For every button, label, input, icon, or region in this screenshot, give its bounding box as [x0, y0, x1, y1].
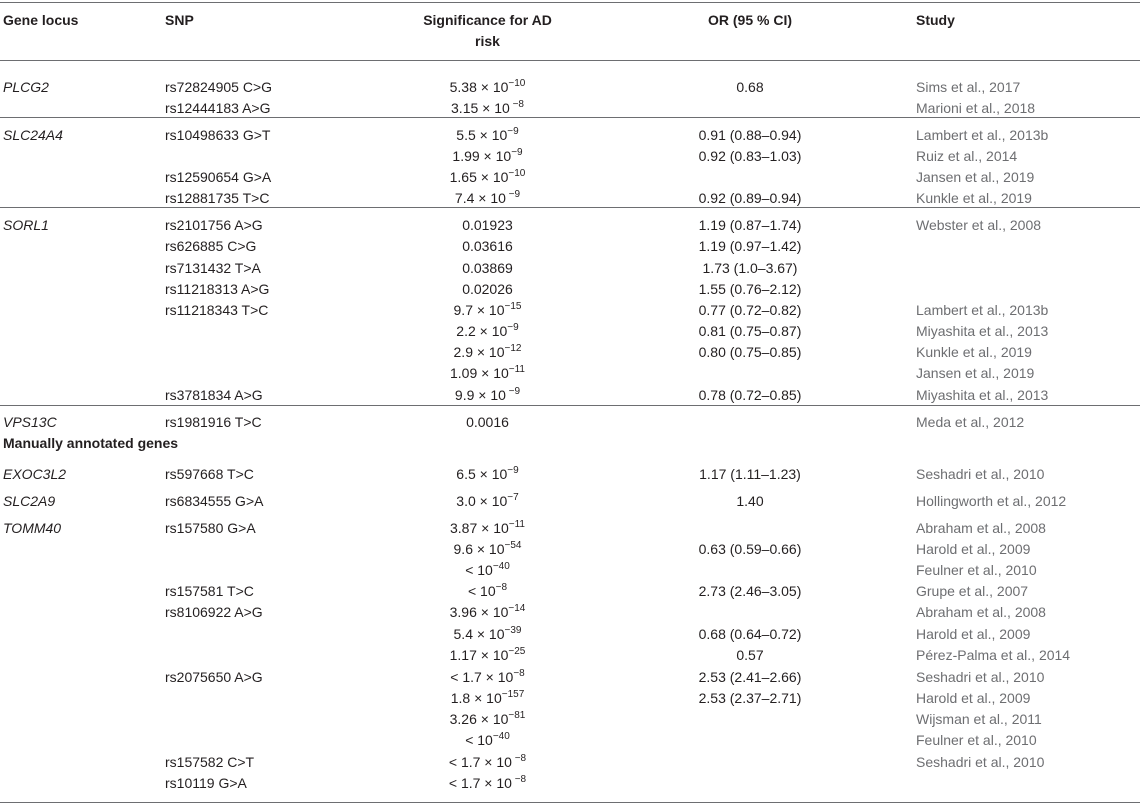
significance-value: 1.99 × 10 — [452, 148, 512, 164]
significance-exponent: −9 — [507, 322, 519, 333]
study-cell: Jansen et al., 2019 — [916, 169, 1035, 185]
study-cell: Pérez-Palma et al., 2014 — [916, 647, 1071, 663]
snp-cell: rs2075650 A>G — [165, 669, 263, 685]
significance-value: < 1.7 × 10 — [450, 669, 514, 685]
significance-value: 3.96 × 10 — [449, 604, 509, 620]
significance-cell — [375, 412, 600, 433]
odds-ratio-cell: 2.53 (2.41–2.66) — [698, 669, 802, 685]
significance-exponent: −11 — [508, 364, 525, 375]
significance-value: 0.01923 — [462, 217, 513, 233]
study-cell: Abraham et al., 2008 — [916, 604, 1046, 620]
odds-ratio-cell: 1.55 (0.76–2.12) — [698, 281, 802, 297]
significance-exponent: −8 — [509, 99, 524, 110]
table-row — [0, 518, 1142, 539]
significance-cell — [375, 146, 600, 167]
gene-locus-cell: PLCG2 — [3, 79, 49, 95]
odds-ratio-cell: 2.53 (2.37–2.71) — [698, 690, 802, 706]
snp-cell: rs12444183 A>G — [165, 100, 271, 116]
significance-value: 6.5 × 10 — [456, 466, 508, 482]
group-rule — [0, 207, 1140, 208]
table-row — [0, 752, 1142, 773]
significance-value: 9.6 × 10 — [453, 541, 505, 557]
study-cell: Sims et al., 2017 — [916, 79, 1021, 95]
odds-ratio-cell: 1.40 — [736, 493, 764, 509]
snp-cell: rs157580 G>A — [165, 520, 256, 536]
significance-cell — [375, 258, 600, 279]
gene-locus-cell: TOMM40 — [3, 520, 62, 536]
table-row — [0, 188, 1142, 209]
significance-value: 2.9 × 10 — [453, 344, 505, 360]
significance-exponent: −11 — [508, 519, 525, 530]
significance-cell — [375, 188, 600, 209]
table-row — [0, 342, 1142, 363]
odds-ratio-cell: 0.77 (0.72–0.82) — [698, 302, 802, 318]
snp-cell: rs597668 T>C — [165, 466, 254, 482]
significance-value: < 1.7 × 10 — [448, 775, 512, 791]
table-row — [0, 581, 1142, 602]
significance-exponent: −7 — [507, 492, 519, 503]
snp-cell: rs157582 C>T — [165, 754, 255, 770]
header-or: OR (95 % CI) — [707, 12, 792, 28]
study-cell: Miyashita et al., 2013 — [916, 387, 1049, 403]
table-row — [0, 77, 1142, 98]
significance-exponent: −40 — [492, 561, 510, 572]
significance-value: 0.02026 — [462, 281, 513, 297]
significance-cell — [375, 624, 600, 645]
significance-exponent: −8 — [511, 753, 527, 764]
table-row — [0, 385, 1142, 406]
table-row — [0, 258, 1142, 279]
table-row — [0, 709, 1142, 730]
significance-value: 1.8 × 10 — [450, 690, 502, 706]
significance-cell — [375, 279, 600, 300]
table-row — [0, 279, 1142, 300]
odds-ratio-cell: 1.17 (1.11–1.23) — [699, 466, 801, 482]
significance-exponent: −8 — [495, 582, 508, 593]
significance-cell — [375, 385, 600, 406]
odds-ratio-cell: 0.92 (0.83–1.03) — [698, 148, 802, 164]
table-row — [0, 491, 1142, 512]
significance-cell — [375, 321, 600, 342]
header-gene-locus: Gene locus — [3, 12, 79, 28]
table-row — [0, 321, 1142, 342]
significance-cell — [375, 167, 600, 188]
snp-cell: rs8106922 A>G — [165, 604, 263, 620]
significance-cell — [375, 560, 600, 581]
significance-exponent: −9 — [505, 189, 521, 200]
study-cell: Jansen et al., 2019 — [916, 365, 1035, 381]
significance-exponent: −39 — [504, 625, 522, 636]
gene-locus-cell: SORL1 — [3, 217, 49, 233]
study-cell: Lambert et al., 2013b — [916, 127, 1049, 143]
significance-cell — [375, 667, 600, 688]
significance-cell — [375, 645, 600, 666]
significance-exponent: −8 — [511, 774, 527, 785]
significance-cell — [375, 752, 600, 773]
bottom-rule — [0, 802, 1140, 803]
table-row — [0, 146, 1142, 167]
significance-value: < 10 — [465, 732, 493, 748]
table-row — [0, 560, 1142, 581]
significance-cell — [375, 464, 600, 485]
significance-cell — [375, 602, 600, 623]
snp-cell: rs2101756 A>G — [165, 217, 263, 233]
table-row — [0, 688, 1142, 709]
study-cell: Seshadri et al., 2010 — [916, 466, 1045, 482]
group-rule — [0, 117, 1140, 118]
significance-cell — [375, 77, 600, 98]
table-row — [0, 236, 1142, 257]
significance-value: 3.87 × 10 — [449, 520, 509, 536]
significance-cell — [375, 491, 600, 512]
study-cell: Miyashita et al., 2013 — [916, 323, 1049, 339]
table-row — [0, 773, 1142, 794]
significance-exponent: −40 — [492, 731, 510, 742]
snp-cell: rs12881735 T>C — [165, 190, 270, 206]
odds-ratio-cell: 0.68 — [736, 79, 764, 95]
snp-cell: rs10498633 G>T — [165, 127, 271, 143]
table-row — [0, 167, 1142, 188]
table-row — [0, 300, 1142, 321]
header-rule — [0, 60, 1140, 61]
significance-exponent: −157 — [501, 689, 525, 700]
significance-cell — [375, 236, 600, 257]
study-cell: Feulner et al., 2010 — [916, 732, 1037, 748]
significance-value: 3.15 × 10 — [451, 100, 510, 116]
significance-value: < 1.7 × 10 — [448, 754, 512, 770]
significance-exponent: −9 — [507, 126, 519, 137]
significance-cell — [375, 215, 600, 236]
study-cell: Wijsman et al., 2011 — [916, 711, 1042, 727]
top-rule — [0, 2, 1140, 3]
study-cell: Kunkle et al., 2019 — [916, 344, 1032, 360]
significance-cell — [375, 300, 600, 321]
significance-cell — [375, 773, 600, 794]
significance-cell — [375, 363, 600, 384]
significance-cell — [375, 539, 600, 560]
table-row — [0, 667, 1142, 688]
snp-cell: rs6834555 G>A — [165, 493, 264, 509]
snp-cell: rs3781834 A>G — [165, 387, 263, 403]
table-row — [0, 730, 1142, 751]
significance-value: 1.17 × 10 — [449, 647, 509, 663]
significance-cell — [375, 98, 600, 119]
significance-cell — [375, 730, 600, 751]
odds-ratio-cell: 0.80 (0.75–0.85) — [698, 344, 802, 360]
table-row — [0, 363, 1142, 384]
significance-exponent: −9 — [505, 386, 521, 397]
odds-ratio-cell: 0.91 (0.88–0.94) — [698, 127, 802, 143]
odds-ratio-cell: 1.19 (0.97–1.42) — [698, 238, 802, 254]
significance-exponent: −81 — [508, 710, 526, 721]
study-cell: Kunkle et al., 2019 — [916, 190, 1032, 206]
significance-exponent: −14 — [508, 603, 526, 614]
significance-exponent: −9 — [511, 147, 523, 158]
table-row — [0, 645, 1142, 666]
table-row — [0, 602, 1142, 623]
odds-ratio-cell: 0.78 (0.72–0.85) — [698, 387, 802, 403]
study-cell: Seshadri et al., 2010 — [916, 754, 1045, 770]
significance-value: 9.9 × 10 — [454, 387, 506, 403]
significance-value: 7.4 × 10 — [454, 190, 506, 206]
study-cell: Hollingworth et al., 2012 — [916, 493, 1067, 509]
significance-value: 9.7 × 10 — [453, 302, 505, 318]
table-row — [0, 464, 1142, 485]
table-row — [0, 125, 1142, 146]
group-rule — [0, 405, 1140, 406]
significance-value: 5.5 × 10 — [456, 127, 508, 143]
snp-cell: rs7131432 T>A — [165, 260, 261, 276]
study-cell: Marioni et al., 2018 — [916, 100, 1036, 116]
study-cell: Lambert et al., 2013b — [916, 302, 1049, 318]
odds-ratio-cell: 0.57 — [736, 647, 764, 663]
significance-cell — [375, 688, 600, 709]
study-cell: Seshadri et al., 2010 — [916, 669, 1045, 685]
significance-value: 0.0016 — [466, 414, 509, 430]
snp-cell: rs12590654 G>A — [165, 169, 272, 185]
gene-locus-cell: SLC24A4 — [3, 127, 63, 143]
snp-cell: rs10119 G>A — [165, 775, 247, 791]
section-title: Manually annotated genes — [3, 435, 179, 451]
study-cell: Harold et al., 2009 — [916, 541, 1031, 557]
significance-value: 2.2 × 10 — [456, 323, 508, 339]
significance-exponent: −9 — [507, 465, 519, 476]
odds-ratio-cell: 1.73 (1.0–3.67) — [702, 260, 798, 276]
snp-cell: rs626885 C>G — [165, 238, 257, 254]
snp-cell: rs11218343 T>C — [165, 302, 269, 318]
header-snp: SNP — [165, 12, 194, 28]
significance-exponent: −12 — [504, 343, 522, 354]
significance-value: 1.09 × 10 — [449, 365, 509, 381]
gene-locus-cell: EXOC3L2 — [3, 466, 67, 482]
odds-ratio-cell: 0.92 (0.89–0.94) — [698, 190, 802, 206]
significance-value: 3.0 × 10 — [456, 493, 508, 509]
odds-ratio-cell: 2.73 (2.46–3.05) — [698, 583, 802, 599]
snp-cell: rs1981916 T>C — [165, 414, 262, 430]
significance-value: 5.38 × 10 — [449, 79, 509, 95]
significance-exponent: −15 — [504, 301, 522, 312]
study-cell: Grupe et al., 2007 — [916, 583, 1029, 599]
odds-ratio-cell: 0.63 (0.59–0.66) — [698, 541, 802, 557]
table-row — [0, 215, 1142, 236]
header-significance — [375, 10, 600, 52]
table-row — [0, 624, 1142, 645]
odds-ratio-cell: 0.81 (0.75–0.87) — [698, 323, 802, 339]
significance-cell — [375, 581, 600, 602]
gene-locus-cell: VPS13C — [3, 414, 57, 430]
gene-locus-cell: SLC2A9 — [3, 493, 56, 509]
significance-value: 3.26 × 10 — [449, 711, 509, 727]
significance-exponent: −10 — [508, 78, 526, 89]
significance-value: 1.65 × 10 — [449, 169, 509, 185]
snp-cell: rs72824905 C>G — [165, 79, 273, 95]
significance-cell — [375, 125, 600, 146]
header-study: Study — [916, 12, 955, 28]
significance-exponent: −8 — [513, 668, 525, 679]
header-significance-line2: risk — [475, 33, 500, 49]
significance-value: 5.4 × 10 — [453, 626, 505, 642]
study-cell: Harold et al., 2009 — [916, 690, 1031, 706]
study-cell: Feulner et al., 2010 — [916, 562, 1037, 578]
study-cell: Ruiz et al., 2014 — [916, 148, 1018, 164]
significance-value: < 10 — [465, 562, 493, 578]
table-row — [0, 412, 1142, 433]
significance-cell — [375, 518, 600, 539]
significance-exponent: −10 — [508, 168, 526, 179]
significance-cell — [375, 342, 600, 363]
significance-value: 0.03869 — [462, 260, 513, 276]
header-significance-line1: Significance for AD — [423, 12, 552, 28]
significance-exponent: −25 — [508, 646, 526, 657]
study-cell: Webster et al., 2008 — [916, 217, 1042, 233]
study-cell: Harold et al., 2009 — [916, 626, 1031, 642]
snp-cell: rs157581 T>C — [165, 583, 254, 599]
odds-ratio-cell: 0.68 (0.64–0.72) — [698, 626, 802, 642]
significance-cell — [375, 709, 600, 730]
significance-value: < 10 — [467, 583, 496, 599]
table-row — [0, 98, 1142, 119]
table-row — [0, 539, 1142, 560]
study-cell: Abraham et al., 2008 — [916, 520, 1046, 536]
significance-exponent: −54 — [504, 540, 522, 551]
study-cell: Meda et al., 2012 — [916, 414, 1025, 430]
odds-ratio-cell: 1.19 (0.87–1.74) — [698, 217, 802, 233]
significance-value: 0.03616 — [462, 238, 513, 254]
snp-cell: rs11218313 A>G — [165, 281, 270, 297]
